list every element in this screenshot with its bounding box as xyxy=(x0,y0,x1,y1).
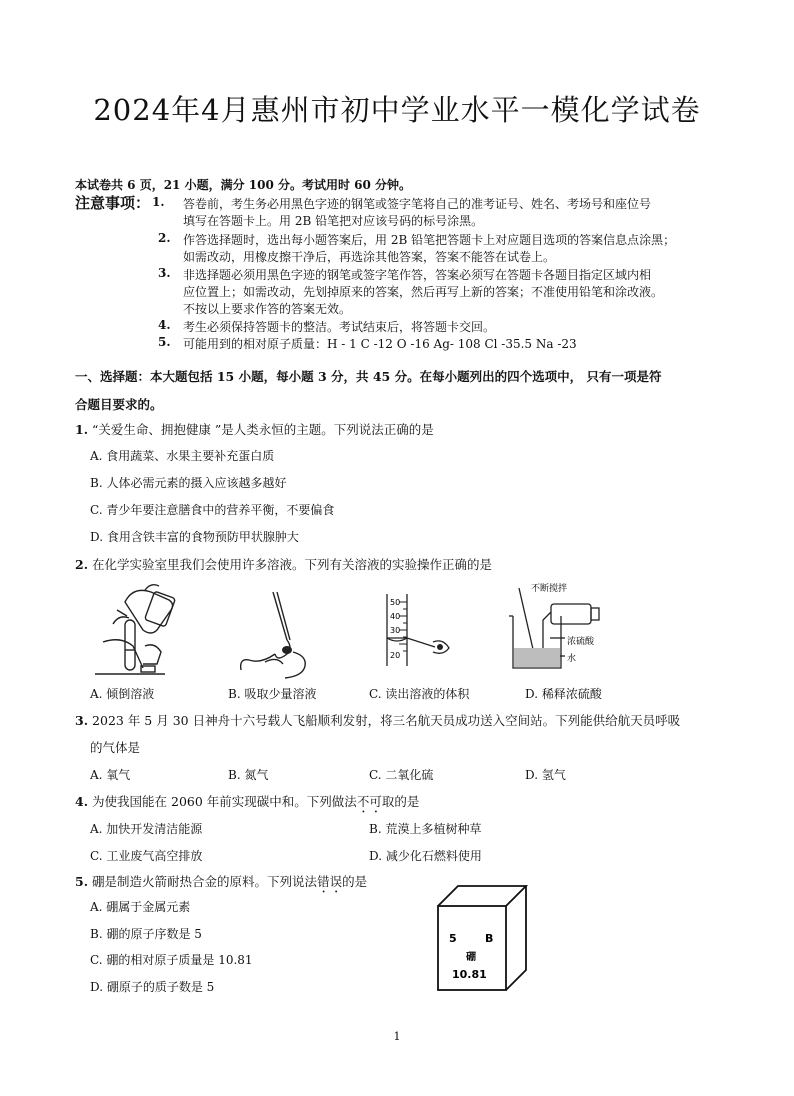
page-title: 2024年4月惠州市初中学业水平一模化学试卷 xyxy=(93,93,701,127)
option-c: C. 工业废气高空排放 xyxy=(90,849,203,863)
tick-label: 20 xyxy=(390,651,401,660)
option-a: A. 食用蔬菜、水果主要补充蛋白质 xyxy=(90,449,275,463)
question-number: 1. xyxy=(75,422,89,437)
atomic-number: 5 xyxy=(449,932,457,945)
notice-num: 5. xyxy=(158,335,171,349)
section-header: 合题目要求的。 xyxy=(75,397,163,412)
notice-num: 1. xyxy=(152,195,165,209)
question-text: 为使我国能在 2060 年前实现碳中和。下列做法 xyxy=(92,794,357,809)
eye-icon xyxy=(437,644,443,650)
notice-line: 应位置上；如需改动，先划掉原来的答案，然后再写上新的答案；不准使用铅笔和涂改液。 xyxy=(183,285,664,299)
option-c: C. 读出溶液的体积 xyxy=(369,687,470,701)
question-text: 2023 年 5 月 30 日神舟十六号载人飞船顺利发射，将三名航天员成功送入空间站。下列能供给航天员呼吸 xyxy=(92,713,681,728)
tick-label: 50 xyxy=(390,598,401,607)
option-b: B. 氮气 xyxy=(228,768,269,782)
question-number: 2. xyxy=(75,557,89,572)
notice-line: 作答选择题时，选出每小题答案后，用 2B 铅笔把答题卡上对应题目选项的答案信息点涂黑； xyxy=(183,233,676,247)
question-text: “关爱生命、拥抱健康 ”是人类永恒的主题。下列说法正确的是 xyxy=(92,422,434,437)
question-5 xyxy=(75,872,367,896)
notice-line: 填写在答题卡上。用 2B 铅笔把对应该号码的标号涂黑。 xyxy=(183,214,484,228)
option-b: B. 人体必需元素的摄入应该越多越好 xyxy=(90,476,287,490)
dropper-figure xyxy=(235,590,325,680)
element-symbol: B xyxy=(485,932,494,945)
stir-label: 不断搅拌 xyxy=(531,584,568,594)
beaker-liquid xyxy=(514,648,560,667)
option-c: C. 二氧化硫 xyxy=(369,768,434,782)
question-1 xyxy=(75,420,434,438)
notice-label: 注意事项： xyxy=(75,194,151,212)
option-a: A. 倾倒溶液 xyxy=(90,687,155,701)
option-c: C. 硼的相对原子质量是 10.81 xyxy=(90,953,253,967)
notice-num: 4. xyxy=(158,318,171,332)
question-4 xyxy=(75,792,419,816)
option-a: A. 硼属于金属元素 xyxy=(90,900,191,914)
notice-line: 不按以上要求作答的答案无效。 xyxy=(183,302,352,316)
question-3 xyxy=(75,711,680,729)
option-b: B. 荒漠上多植树种草 xyxy=(369,822,482,836)
emphasis-text: 不可 xyxy=(356,794,382,809)
question-text-cont: 的气体是 xyxy=(90,740,141,755)
question-number: 3. xyxy=(75,713,89,728)
option-a: A. 氧气 xyxy=(90,768,131,782)
question-number: 5. xyxy=(75,874,89,889)
question-text: 取的是 xyxy=(381,794,420,809)
dilute-acid-figure xyxy=(505,582,615,674)
question-text: 在化学实验室里我们会使用许多溶液。下列有关溶液的实验操作正确的是 xyxy=(92,557,493,572)
option-a: A. 加快开发清洁能源 xyxy=(90,822,203,836)
cylinder-reading-figure xyxy=(383,592,463,670)
notice-line: 非选择题必须用黑色字迹的钢笔或签字笔作答，答案必须写在答题卡各题目指定区域内相 xyxy=(183,268,652,282)
dropper-bulb xyxy=(282,646,292,654)
option-b: B. 吸取少量溶液 xyxy=(228,687,317,701)
page-number: 1 xyxy=(393,1030,401,1043)
question-text: 的是 xyxy=(342,874,368,889)
notice-line: 考生必须保持答题卡的整洁。考试结束后，将答题卡交回。 xyxy=(183,320,496,334)
notice-num: 2. xyxy=(158,231,171,245)
notice-line: 可能用到的相对原子质量：H - 1 C -12 O -16 Ag- 108 Cl -35.5 Na -23 xyxy=(183,337,577,351)
water-label: 水 xyxy=(567,654,577,664)
pouring-solution-figure xyxy=(95,580,195,680)
option-b: B. 硼的原子序数是 5 xyxy=(90,927,202,941)
notice-num: 3. xyxy=(158,266,171,280)
element-name: 硼 xyxy=(466,952,476,963)
atomic-mass: 10.81 xyxy=(452,968,487,981)
option-d: D. 稀释浓硫酸 xyxy=(525,687,602,701)
question-number: 4. xyxy=(75,794,89,809)
option-d: D. 氢气 xyxy=(525,768,566,782)
question-2 xyxy=(75,555,492,573)
tick-label: 40 xyxy=(390,612,401,621)
tick-label: 30 xyxy=(390,626,401,635)
question-text: 硼是制造火箭耐热合金的原料。下列说法 xyxy=(92,874,318,889)
emphasis-text: 错误 xyxy=(317,874,343,889)
option-c: C. 青少年要注意膳食中的营养平衡，不要偏食 xyxy=(90,503,335,517)
notice-line: 如需改动，用橡皮擦干净后，再选涂其他答案，答案不能答在试卷上。 xyxy=(183,250,556,264)
element-card-figure xyxy=(432,880,532,994)
option-d: D. 食用含铁丰富的食物预防甲状腺肿大 xyxy=(90,530,299,544)
notice-line: 答卷前，考生务必用黑色字迹的钢笔或签字笔将自己的准考证号、姓名、考场号和座位号 xyxy=(183,197,652,211)
option-d: D. 减少化石燃料使用 xyxy=(369,849,482,863)
exam-intro: 本试卷共 6 页，21 小题，满分 100 分。考试用时 60 分钟。 xyxy=(75,178,412,192)
acid-label: 浓硫酸 xyxy=(567,637,595,647)
option-d: D. 硼原子的质子数是 5 xyxy=(90,980,215,994)
section-header: 一、选择题：本大题包括 15 小题，每小题 3 分，共 45 分。在每小题列出的四个选项中， 只有一项是符 xyxy=(75,369,662,384)
